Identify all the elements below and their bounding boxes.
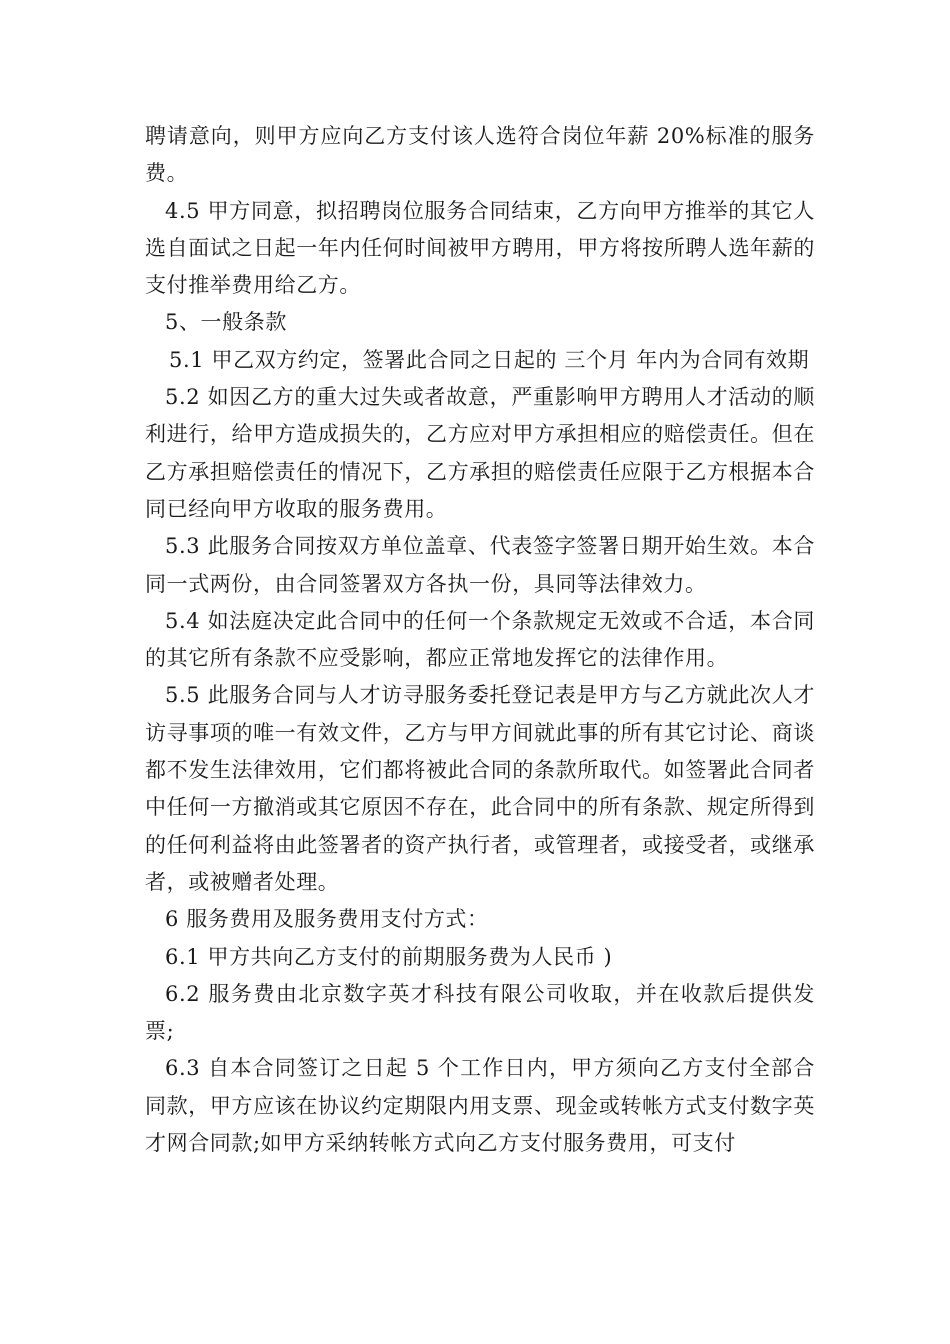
paragraph-service-fee-intent: 聘请意向，则甲方应向乙方支付该人选符合岗位年薪 20%标准的服务费。 xyxy=(145,124,815,186)
section-heading-general-terms: 5、一般条款 xyxy=(165,310,287,335)
document-body xyxy=(145,118,815,1162)
paragraph-clause-6-1: 6.1 甲方共向乙方支付的前期服务费为人民币 ) xyxy=(165,944,613,969)
paragraph-clause-4-5: 4.5 甲方同意，拟招聘岗位服务合同结束，乙方向甲方推举的其它人选自面试之日起一年内任何时间被甲方聘用，甲方将按所聘人选年薪的 支付推举费用给乙方。 xyxy=(145,198,815,298)
paragraph-clause-5-5: 5.5 此服务合同与人才访寻服务委托登记表是甲方与乙方就此次人才访寻事项的唯一有效文件，乙方与甲方间就此事的所有其它讨论、商谈都不发生法律效用，它们都将被此合同的条款所取代。如签署此合同者中任何一方撤消或其它原因不存在，此合同中的所有条款、规定所得到的任何利益将由此签署者的资产执行者，或管理者，或接受者，或继承者，或被赠者处理。 xyxy=(145,683,815,894)
paragraph-clause-5-3: 5.3 此服务合同按双方单位盖章、代表签字签署日期开始生效。本合同一式两份，由合同签署双方各执一份，具同等法律效力。 xyxy=(145,534,815,596)
paragraph-clause-5-2: 5.2 如因乙方的重大过失或者故意，严重影响甲方聘用人才活动的顺利进行，给甲方造成损失的，乙方应对甲方承担相应的赔偿责任。但在乙方承担赔偿责任的情况下，乙方承担的赔偿责任应限于乙方根据本合同已经向甲方收取的服务费用。 xyxy=(145,385,815,521)
paragraph-clause-5-1: 5.1 甲乙双方约定，签署此合同之日起的 三个月 年内为合同有效期 xyxy=(169,347,810,372)
paragraph-clause-6-2: 6.2 服务费由北京数字英才科技有限公司收取，并在收款后提供发票; xyxy=(145,981,815,1044)
paragraph-clause-6-3: 6.3 自本合同签订之日起 5 个工作日内，甲方须向乙方支付全部合同款，甲方应该在协议约定期限内用支票、现金或转帐方式支付数字英才网合同款;如甲方采纳转帐方式向乙方支付服务费用，可支付 xyxy=(145,1056,815,1156)
paragraph-clause-5-4: 5.4 如法庭决定此合同中的任何一个条款规定无效或不合适，本合同的其它所有条款不应受影响，都应正常地发挥它的法律作用。 xyxy=(145,608,815,671)
section-heading-service-fees: 6 服务费用及服务费用支付方式： xyxy=(165,907,489,932)
